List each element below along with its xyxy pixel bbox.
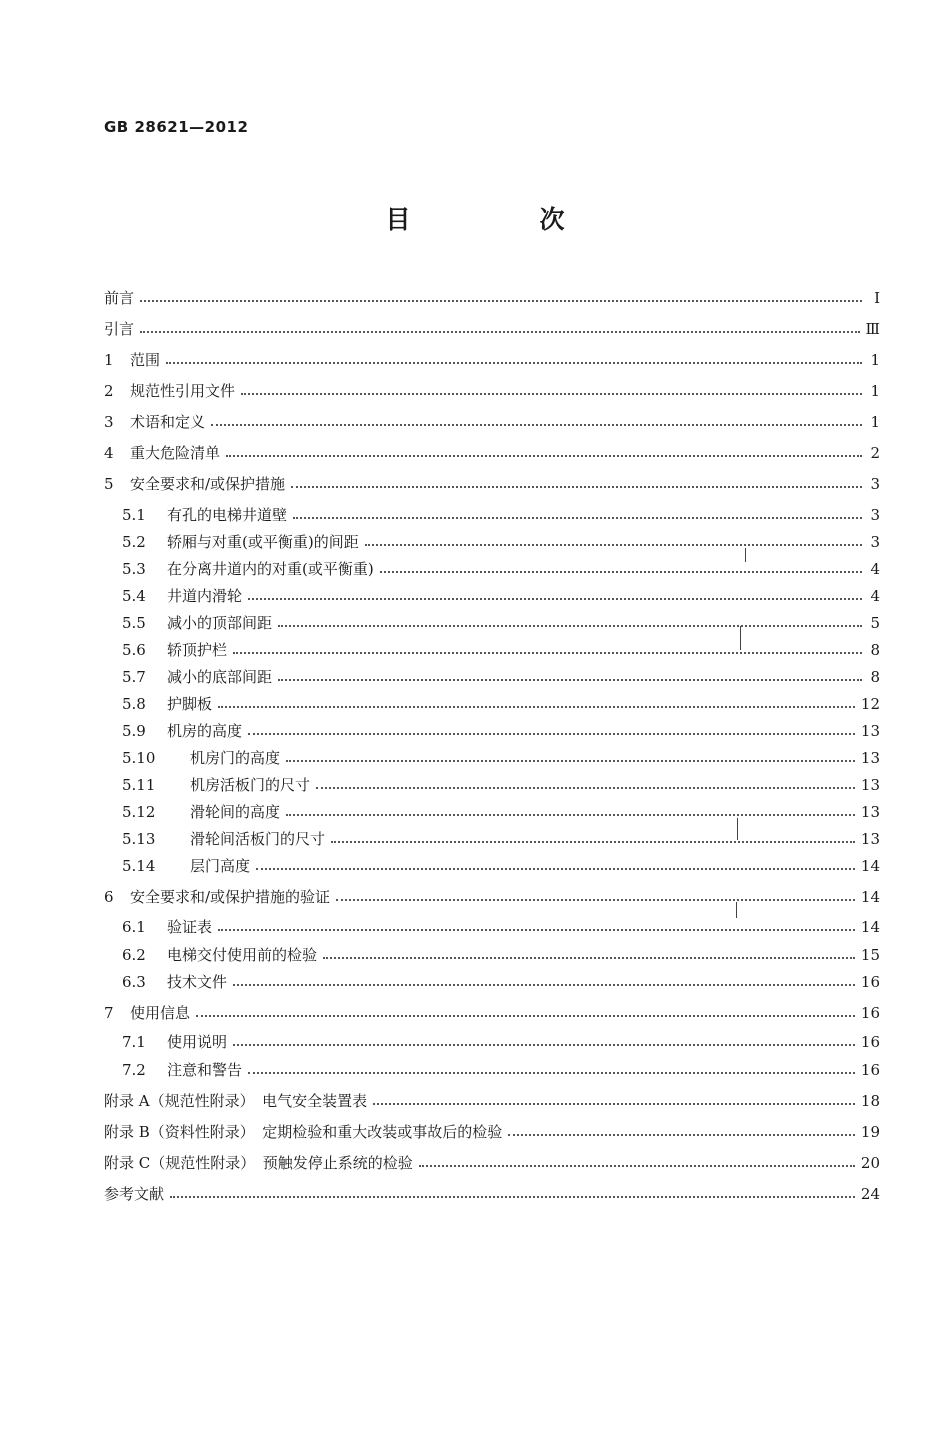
toc-entry-number: 5.6 bbox=[122, 641, 146, 659]
toc-dot-leader bbox=[293, 516, 862, 519]
toc-entry-number: 7 bbox=[104, 1004, 114, 1022]
toc-entry[interactable] bbox=[104, 442, 880, 464]
toc-entry[interactable] bbox=[104, 971, 880, 993]
toc-entry-number: 5.13 bbox=[122, 830, 156, 848]
toc-entry-page-number: 13 bbox=[860, 749, 880, 767]
scan-mark bbox=[745, 548, 746, 562]
scan-mark bbox=[740, 626, 741, 650]
toc-entry-number: 5.3 bbox=[122, 560, 146, 578]
toc-dot-leader bbox=[166, 361, 862, 364]
toc-entry-label: 注意和警告 bbox=[167, 1061, 243, 1079]
toc-entry[interactable] bbox=[104, 693, 880, 715]
toc-entry[interactable] bbox=[104, 287, 880, 309]
toc-entry-number: 6 bbox=[104, 888, 114, 906]
toc-entry-page-number: 1 bbox=[870, 413, 880, 431]
toc-entry-label: 机房活板门的尺寸 bbox=[190, 776, 311, 794]
toc-dot-leader bbox=[241, 392, 862, 395]
toc-dot-leader bbox=[233, 651, 862, 654]
toc-dot-leader bbox=[365, 543, 862, 546]
toc-entry[interactable] bbox=[104, 747, 880, 769]
toc-entry-label: 附录 B（资料性附录） 定期检验和重大改装或事故后的检验 bbox=[104, 1123, 503, 1141]
toc-entry[interactable] bbox=[104, 473, 880, 495]
toc-dot-leader bbox=[256, 867, 855, 870]
toc-dot-leader bbox=[508, 1133, 855, 1136]
toc-dot-leader bbox=[226, 454, 862, 457]
toc-entry-label: 范围 bbox=[130, 351, 161, 369]
toc-entry-label: 参考文献 bbox=[104, 1185, 165, 1203]
toc-dot-leader bbox=[233, 983, 855, 986]
toc-entry-number: 5.5 bbox=[122, 614, 146, 632]
toc-entry[interactable] bbox=[104, 774, 880, 796]
toc-entry-page-number: 24 bbox=[860, 1185, 880, 1203]
toc-entry-label: 引言 bbox=[104, 320, 135, 338]
toc-entry[interactable] bbox=[104, 1121, 880, 1143]
toc-entry-page-number: 19 bbox=[860, 1123, 880, 1141]
toc-entry-label: 滑轮间活板门的尺寸 bbox=[190, 830, 326, 848]
toc-entry-number: 6.1 bbox=[122, 918, 146, 936]
toc-entry-number: 6.3 bbox=[122, 973, 146, 991]
toc-dot-leader bbox=[196, 1014, 855, 1017]
toc-entry-number: 7.1 bbox=[122, 1033, 146, 1051]
toc-entry-number: 7.2 bbox=[122, 1061, 146, 1079]
toc-entry-number: 5.12 bbox=[122, 803, 156, 821]
toc-entry-page-number: 4 bbox=[870, 587, 880, 605]
toc-entry[interactable] bbox=[104, 411, 880, 433]
toc-entry[interactable] bbox=[104, 1183, 880, 1205]
toc-dot-leader bbox=[170, 1195, 855, 1198]
toc-dot-leader bbox=[331, 840, 855, 843]
toc-entry-label: 附录 A（规范性附录） 电气安全装置表 bbox=[104, 1092, 368, 1110]
toc-entry-number: 5.11 bbox=[122, 776, 156, 794]
toc-entry-label: 层门高度 bbox=[190, 857, 251, 875]
toc-entry[interactable] bbox=[104, 886, 880, 908]
toc-entry-page-number: 16 bbox=[860, 1033, 880, 1051]
toc-entry-number: 5 bbox=[104, 475, 114, 493]
toc-entry-label: 井道内滑轮 bbox=[167, 587, 243, 605]
toc-entry-page-number: 14 bbox=[860, 857, 880, 875]
toc-entry-label: 安全要求和/或保护措施的验证 bbox=[130, 888, 331, 906]
toc-entry-label: 使用信息 bbox=[130, 1004, 191, 1022]
toc-entry-label: 规范性引用文件 bbox=[130, 382, 236, 400]
toc-entry-label: 轿厢与对重(或平衡重)的间距 bbox=[167, 533, 359, 551]
toc-entry-page-number: 4 bbox=[870, 560, 880, 578]
toc-entry-label: 护脚板 bbox=[167, 695, 213, 713]
toc-entry[interactable] bbox=[104, 720, 880, 742]
toc-entry-page-number: 15 bbox=[860, 946, 880, 964]
toc-entry-page-number: 1 bbox=[870, 351, 880, 369]
toc-entry-number: 4 bbox=[104, 444, 114, 462]
toc-dot-leader bbox=[278, 678, 862, 681]
toc-entry-label: 电梯交付使用前的检验 bbox=[167, 946, 318, 964]
toc-entry-label: 技术文件 bbox=[167, 973, 228, 991]
toc-entry-label: 在分离井道内的对重(或平衡重) bbox=[167, 560, 374, 578]
toc-dot-leader bbox=[248, 732, 855, 735]
standard-code: GB 28621—2012 bbox=[104, 118, 249, 136]
toc-entry-label: 前言 bbox=[104, 289, 135, 307]
toc-entry[interactable] bbox=[104, 639, 880, 661]
toc-entry[interactable] bbox=[104, 1002, 880, 1024]
toc-entry-page-number: 13 bbox=[860, 776, 880, 794]
toc-entry-number: 5.14 bbox=[122, 857, 156, 875]
toc-entry-label: 验证表 bbox=[167, 918, 213, 936]
toc-entry[interactable] bbox=[104, 531, 880, 553]
toc-dot-leader bbox=[373, 1102, 855, 1105]
scan-mark bbox=[737, 818, 738, 840]
toc-entry-page-number: 14 bbox=[860, 918, 880, 936]
toc-dot-leader bbox=[140, 299, 862, 302]
toc-entry[interactable] bbox=[104, 666, 880, 688]
toc-entry-page-number: 20 bbox=[860, 1154, 880, 1172]
toc-entry[interactable] bbox=[104, 318, 880, 340]
toc-entry-number: 5.10 bbox=[122, 749, 156, 767]
toc-entry-page-number: 8 bbox=[870, 641, 880, 659]
toc-entry-page-number: 13 bbox=[860, 803, 880, 821]
toc-entry-number: 5.9 bbox=[122, 722, 146, 740]
toc-entry[interactable] bbox=[104, 1090, 880, 1112]
toc-entry[interactable] bbox=[104, 558, 880, 580]
toc-dot-leader bbox=[419, 1164, 855, 1167]
toc-entry-page-number: 8 bbox=[870, 668, 880, 686]
toc-dot-leader bbox=[248, 597, 862, 600]
toc-entry-label: 术语和定义 bbox=[130, 413, 206, 431]
toc-entry-label: 使用说明 bbox=[167, 1033, 228, 1051]
toc-entry-number: 5.8 bbox=[122, 695, 146, 713]
toc-entry-label: 机房的高度 bbox=[167, 722, 243, 740]
toc-entry-number: 1 bbox=[104, 351, 114, 369]
toc-entry-page-number: 13 bbox=[860, 722, 880, 740]
toc-entry[interactable] bbox=[104, 1059, 880, 1081]
toc-entry-page-number: 3 bbox=[870, 506, 880, 524]
toc-dot-leader bbox=[218, 705, 855, 708]
toc-entry-page-number: 2 bbox=[870, 444, 880, 462]
toc-entry[interactable] bbox=[104, 380, 880, 402]
toc-entry-label: 轿顶护栏 bbox=[167, 641, 228, 659]
toc-entry-number: 5.2 bbox=[122, 533, 146, 551]
toc-dot-leader bbox=[286, 813, 855, 816]
toc-entry-label: 附录 C（规范性附录） 预触发停止系统的检验 bbox=[104, 1154, 413, 1172]
toc-dot-leader bbox=[211, 423, 862, 426]
toc-entry-label: 安全要求和/或保护措施 bbox=[130, 475, 286, 493]
toc-entry-page-number: 18 bbox=[860, 1092, 880, 1110]
toc-entry-page-number: 13 bbox=[860, 830, 880, 848]
toc-entry-page-number: 16 bbox=[860, 1004, 880, 1022]
toc-entry-page-number: 16 bbox=[860, 973, 880, 991]
toc-entry-number: 2 bbox=[104, 382, 114, 400]
toc-entry[interactable] bbox=[104, 504, 880, 526]
toc-entry[interactable] bbox=[104, 1152, 880, 1174]
toc-dot-leader bbox=[323, 956, 855, 959]
toc-entry-page-number: 1 bbox=[870, 382, 880, 400]
toc-dot-leader bbox=[286, 759, 855, 762]
toc-dot-leader bbox=[233, 1043, 855, 1046]
toc-dot-leader bbox=[278, 624, 862, 627]
toc-dot-leader bbox=[291, 485, 862, 488]
toc-entry-page-number: 14 bbox=[860, 888, 880, 906]
toc-dot-leader bbox=[336, 898, 855, 901]
scan-mark bbox=[736, 902, 737, 918]
toc-entry[interactable] bbox=[104, 349, 880, 371]
page-title: 目 次 bbox=[385, 205, 617, 234]
toc-dot-leader bbox=[316, 786, 855, 789]
toc-entry[interactable] bbox=[104, 828, 880, 850]
toc-entry-label: 滑轮间的高度 bbox=[190, 803, 281, 821]
toc-entry[interactable] bbox=[104, 612, 880, 634]
toc-entry-page-number: 16 bbox=[860, 1061, 880, 1079]
toc-dot-leader bbox=[380, 570, 862, 573]
toc-entry-page-number: 3 bbox=[870, 533, 880, 551]
toc-entry[interactable] bbox=[104, 801, 880, 823]
toc-entry-number: 5.4 bbox=[122, 587, 146, 605]
toc-entry-page-number: 5 bbox=[870, 614, 880, 632]
toc-entry-label: 减小的底部间距 bbox=[167, 668, 273, 686]
toc-entry-page-number: Ⅰ bbox=[874, 289, 880, 307]
toc-entry-page-number: Ⅲ bbox=[865, 320, 880, 338]
toc-entry-label: 重大危险清单 bbox=[130, 444, 221, 462]
toc-entry-number: 6.2 bbox=[122, 946, 146, 964]
toc-dot-leader bbox=[140, 330, 860, 333]
toc-entry-label: 减小的顶部间距 bbox=[167, 614, 273, 632]
toc-dot-leader bbox=[218, 928, 855, 931]
toc-entry[interactable] bbox=[104, 585, 880, 607]
toc-dot-leader bbox=[248, 1071, 855, 1074]
toc-entry-number: 3 bbox=[104, 413, 114, 431]
toc-entry-label: 机房门的高度 bbox=[190, 749, 281, 767]
toc-entry[interactable] bbox=[104, 916, 880, 938]
toc-entry-page-number: 12 bbox=[860, 695, 880, 713]
toc-entry[interactable] bbox=[104, 1031, 880, 1053]
toc-entry-number: 5.1 bbox=[122, 506, 146, 524]
toc-entry-label: 有孔的电梯井道壁 bbox=[167, 506, 288, 524]
toc-entry[interactable] bbox=[104, 855, 880, 877]
toc-entry-page-number: 3 bbox=[870, 475, 880, 493]
toc-entry-number: 5.7 bbox=[122, 668, 146, 686]
toc-entry[interactable] bbox=[104, 944, 880, 966]
